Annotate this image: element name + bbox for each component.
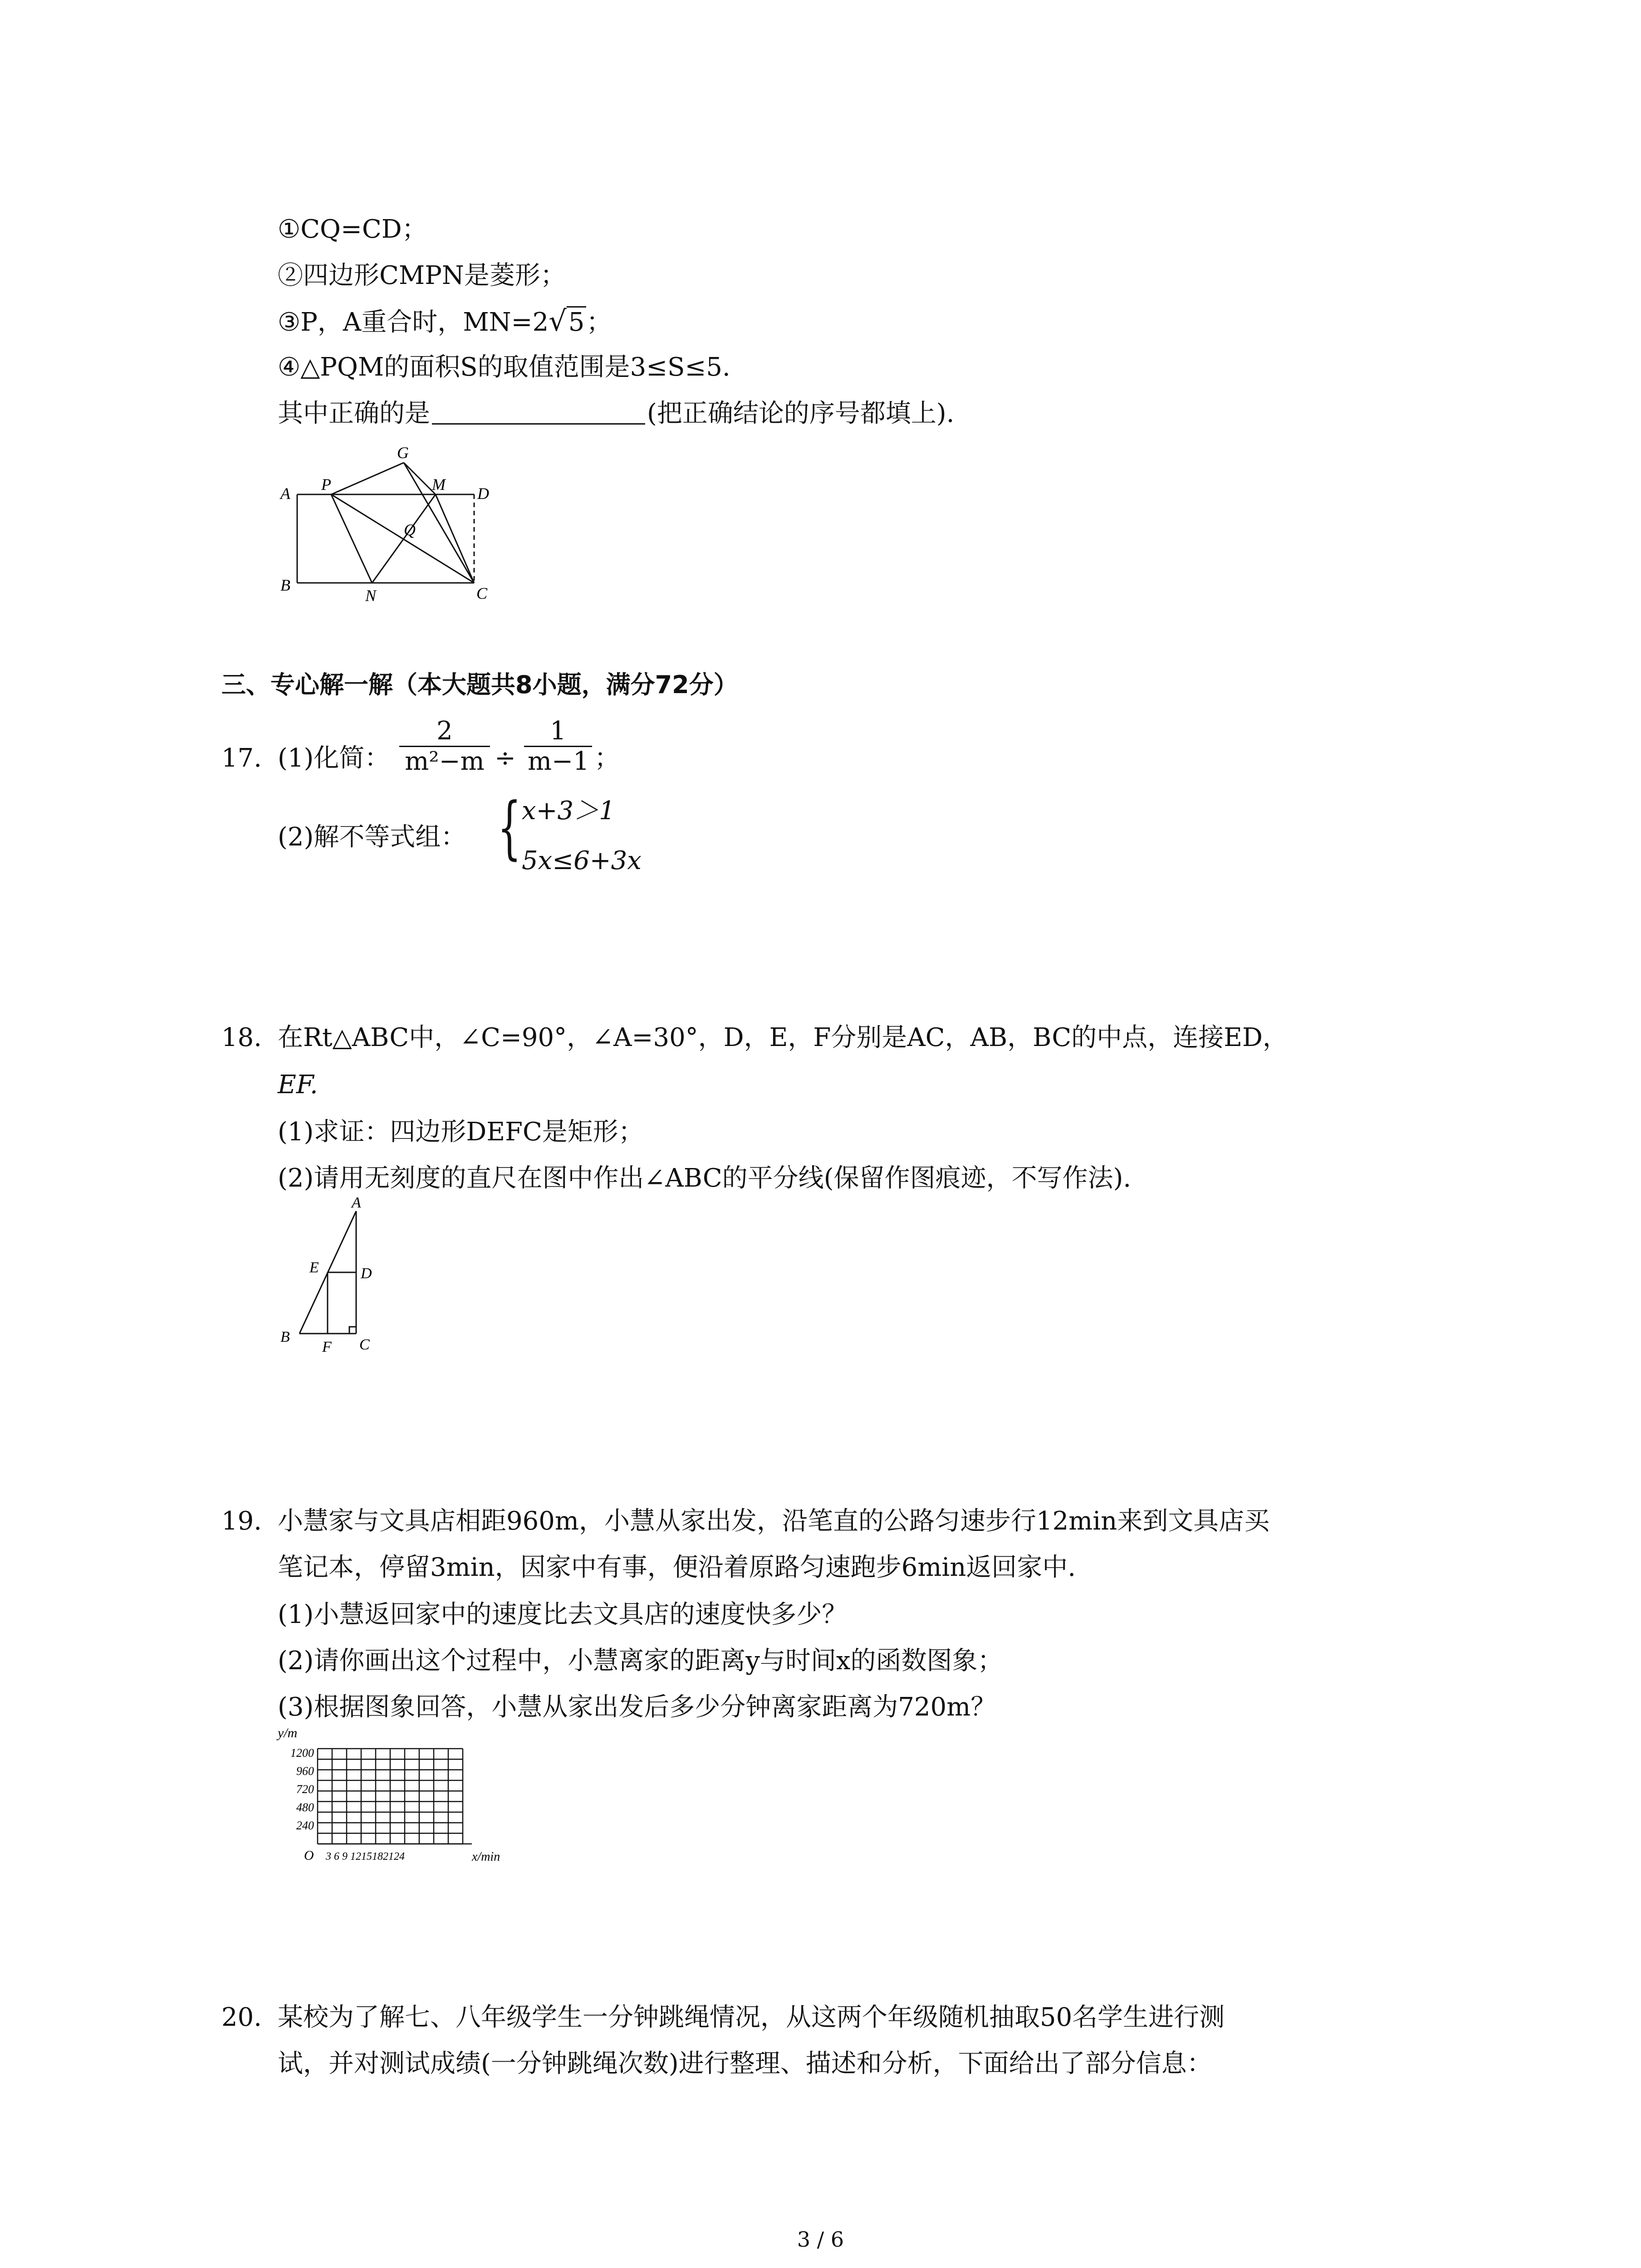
q19-part-2: (2)请你画出这个过程中，小慧离家的距离y与时间x的函数图象； bbox=[278, 1646, 1003, 1676]
page-number: 3 / 6 bbox=[797, 2227, 844, 2252]
q16-figure bbox=[272, 445, 508, 612]
q16-option-1: ①CQ=CD； bbox=[278, 215, 427, 244]
q17-inequality-1: x+3＞1 bbox=[522, 796, 615, 826]
chart-y-tick-label: 480 bbox=[296, 1801, 314, 1814]
q18-part-1: (1)求证：四边形DEFC是矩形； bbox=[278, 1117, 644, 1147]
q20-line-1: 某校为了解七、八年级学生一分钟跳绳情况，从这两个年级随机抽取50名学生进行测 bbox=[278, 2003, 1225, 2032]
chart-y-tick-label: 240 bbox=[296, 1819, 314, 1832]
fig16-edge-PC bbox=[331, 494, 474, 583]
fig16-label-N: N bbox=[365, 587, 377, 605]
q19-line-2: 笔记本，停留3min，因家中有事，便沿着原路匀速跑步6min返回家中. bbox=[278, 1553, 1076, 1582]
q18-number: 18. bbox=[221, 1023, 262, 1052]
q17-number: 17. bbox=[221, 743, 262, 773]
q16-option-3-text: ③P，A重合时，MN=2 bbox=[278, 308, 549, 337]
fig16-label-Q: Q bbox=[404, 521, 416, 539]
fig18-label-E: E bbox=[309, 1259, 319, 1276]
fig16-edge-MC bbox=[436, 494, 474, 583]
q16-prompt-post: (把正确结论的序号都填上). bbox=[647, 399, 955, 428]
chart-x-tick-labels: 3 6 9 1215182124 bbox=[326, 1851, 405, 1862]
q17-frac1-numerator: 2 bbox=[436, 716, 453, 746]
q17-part1-end: ； bbox=[594, 743, 620, 773]
chart-y-tick-label: 1200 bbox=[290, 1746, 314, 1760]
q19-part-1: (1)小慧返回家中的速度比去文具店的速度快多少？ bbox=[278, 1600, 847, 1629]
q18-figure bbox=[272, 1198, 390, 1365]
q17-inequality-2: 5x≤6+3x bbox=[522, 846, 642, 875]
q18-line-1: 在Rt△ABC中，∠C=90°，∠A=30°，D，E，F分别是AC，AB，BC的中点，连接ED， bbox=[278, 1023, 1288, 1052]
q17-frac2-denominator: m−1 bbox=[528, 747, 589, 776]
q16-prompt-pre: 其中正确的是 bbox=[278, 399, 430, 428]
answer-blank[interactable] bbox=[432, 400, 645, 425]
q19-number: 19. bbox=[221, 1506, 262, 1536]
fig18-label-F: F bbox=[322, 1339, 332, 1355]
fig16-label-G: G bbox=[397, 445, 409, 462]
fig16-label-P: P bbox=[321, 475, 331, 494]
fig18-label-B: B bbox=[280, 1329, 290, 1345]
q17-frac2-numerator: 1 bbox=[550, 716, 566, 746]
q16-prompt bbox=[278, 397, 955, 430]
sqrt-radicand: 5 bbox=[567, 306, 587, 337]
chart-xlabel: x/min bbox=[472, 1850, 500, 1864]
q16-option-3 bbox=[278, 305, 612, 339]
q16-option-3-tail: ； bbox=[586, 308, 612, 337]
q20-number: 20. bbox=[221, 2003, 262, 2032]
fig18-label-A: A bbox=[352, 1198, 361, 1211]
fig16-edge-PG bbox=[331, 463, 404, 494]
q17-divide-sign: ÷ bbox=[495, 743, 516, 773]
q17-part1-label: (1)化简： bbox=[278, 743, 390, 773]
fig18-label-C: C bbox=[359, 1336, 370, 1353]
chart-y-tick-label: 960 bbox=[296, 1765, 314, 1778]
fig16-label-M: M bbox=[432, 475, 446, 494]
q19-line-1: 小慧家与文具店相距960m，小慧从家出发，沿笔直的公路匀速步行12min来到文具店买 bbox=[278, 1506, 1270, 1536]
chart-origin-label: O bbox=[304, 1848, 314, 1863]
section-3-title: 三、专心解一解（本大题共8小题，满分72分） bbox=[221, 670, 738, 699]
fig18-right-angle-mark bbox=[349, 1327, 356, 1334]
fig16-label-A: A bbox=[280, 484, 290, 503]
q16-option-2: ②四边形CMPN是菱形； bbox=[278, 261, 566, 290]
q18-part-2: (2)请用无刻度的直尺在图中作出∠ABC的平分线(保留作图痕迹，不写作法). bbox=[278, 1163, 1132, 1193]
q17-fraction-1 bbox=[399, 717, 490, 776]
q18-line-2: EF. bbox=[278, 1070, 318, 1100]
q17-part2-label: (2)解不等式组： bbox=[278, 822, 466, 852]
q17-fraction-2 bbox=[524, 717, 592, 776]
fig16-label-D: D bbox=[477, 484, 489, 503]
q20-line-2: 试，并对测试成绩(一分钟跳绳次数)进行整理、描述和分析，下面给出了部分信息： bbox=[278, 2049, 1212, 2078]
fig16-label-B: B bbox=[280, 576, 290, 594]
fig16-label-C: C bbox=[476, 584, 488, 602]
fig18-label-D: D bbox=[361, 1265, 372, 1282]
q19-grid-chart bbox=[272, 1724, 526, 1873]
chart-ylabel: y/m bbox=[278, 1725, 298, 1740]
sqrt-sign: √ bbox=[549, 304, 567, 337]
q19-part-3: (3)根据图象回答，小慧从家出发后多少分钟离家距离为720m？ bbox=[278, 1692, 996, 1722]
q16-option-4: ④△PQM的面积S的取值范围是3≤S≤5. bbox=[278, 352, 730, 382]
system-brace: { bbox=[497, 788, 521, 867]
chart-y-tick-label: 720 bbox=[296, 1783, 314, 1796]
q17-frac1-denominator: m²−m bbox=[405, 747, 485, 776]
